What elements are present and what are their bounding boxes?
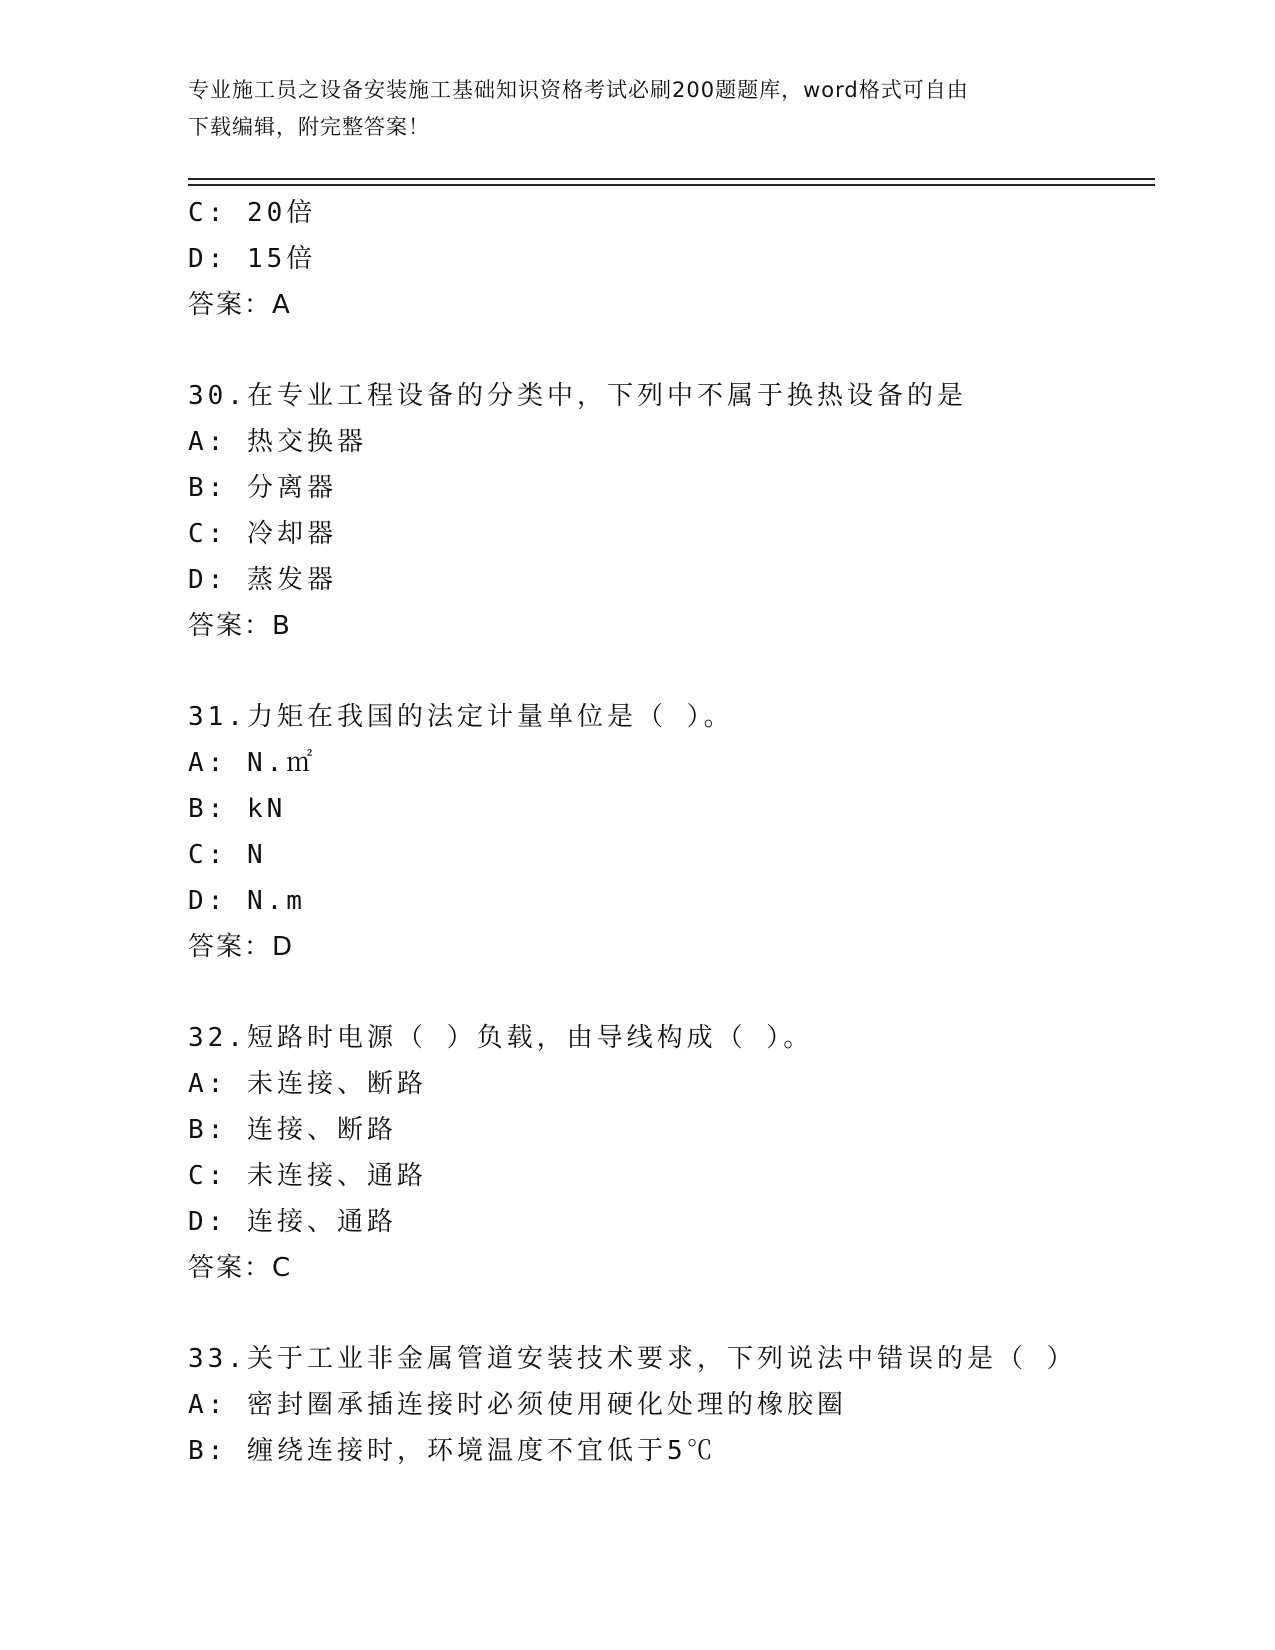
question-text: 31.力矩在我国的法定计量单位是（ ）。 xyxy=(188,702,734,732)
header-divider-bottom xyxy=(188,184,1155,186)
option-a: A: 未连接、断路 xyxy=(188,1069,427,1099)
question-block-32 xyxy=(188,1015,1155,1291)
option-d: D: 蒸发器 xyxy=(188,565,337,595)
option-a: A: N.㎡ xyxy=(188,748,317,778)
option-a: A: 密封圈承插连接时必须使用硬化处理的橡胶圈 xyxy=(188,1390,847,1420)
question-text: 32.短路时电源（ ）负载，由导线构成（ ）。 xyxy=(188,1023,814,1053)
question-block-29-tail xyxy=(188,190,1155,328)
option-d: D: 15倍 xyxy=(188,244,317,274)
option-b: B: kN xyxy=(188,794,287,824)
question-text: 33.关于工业非金属管道安装技术要求，下列说法中错误的是（ ） xyxy=(188,1344,1077,1374)
question-block-30 xyxy=(188,373,1155,649)
option-c: C: 未连接、通路 xyxy=(188,1161,427,1191)
header-divider-top xyxy=(188,178,1155,180)
answer-line: 答案：C xyxy=(188,1253,293,1283)
answer-line: 答案：B xyxy=(188,611,292,641)
option-b: B: 分离器 xyxy=(188,473,337,503)
option-d: D: N.m xyxy=(188,886,306,916)
header-line-2: 下载编辑，附完整答案！ xyxy=(188,115,430,139)
question-text: 30.在专业工程设备的分类中，下列中不属于换热设备的是 xyxy=(188,381,967,411)
answer-line: 答案：D xyxy=(188,932,295,962)
header-line-1: 专业施工员之设备安装施工基础知识资格考试必刷200题题库，word格式可自由 xyxy=(188,78,969,102)
option-c: C: 冷却器 xyxy=(188,519,337,549)
question-block-31 xyxy=(188,694,1155,970)
option-c: C: 20倍 xyxy=(188,198,317,228)
option-a: A: 热交换器 xyxy=(188,427,367,457)
question-block-33 xyxy=(188,1336,1155,1474)
answer-line: 答案：A xyxy=(188,290,292,320)
question-list xyxy=(188,190,1155,1474)
option-c: C: N xyxy=(188,840,267,870)
document-header xyxy=(188,72,1068,146)
option-d: D: 连接、通路 xyxy=(188,1207,397,1237)
option-b: B: 缠绕连接时，环境温度不宜低于5℃ xyxy=(188,1436,717,1466)
option-b: B: 连接、断路 xyxy=(188,1115,397,1145)
